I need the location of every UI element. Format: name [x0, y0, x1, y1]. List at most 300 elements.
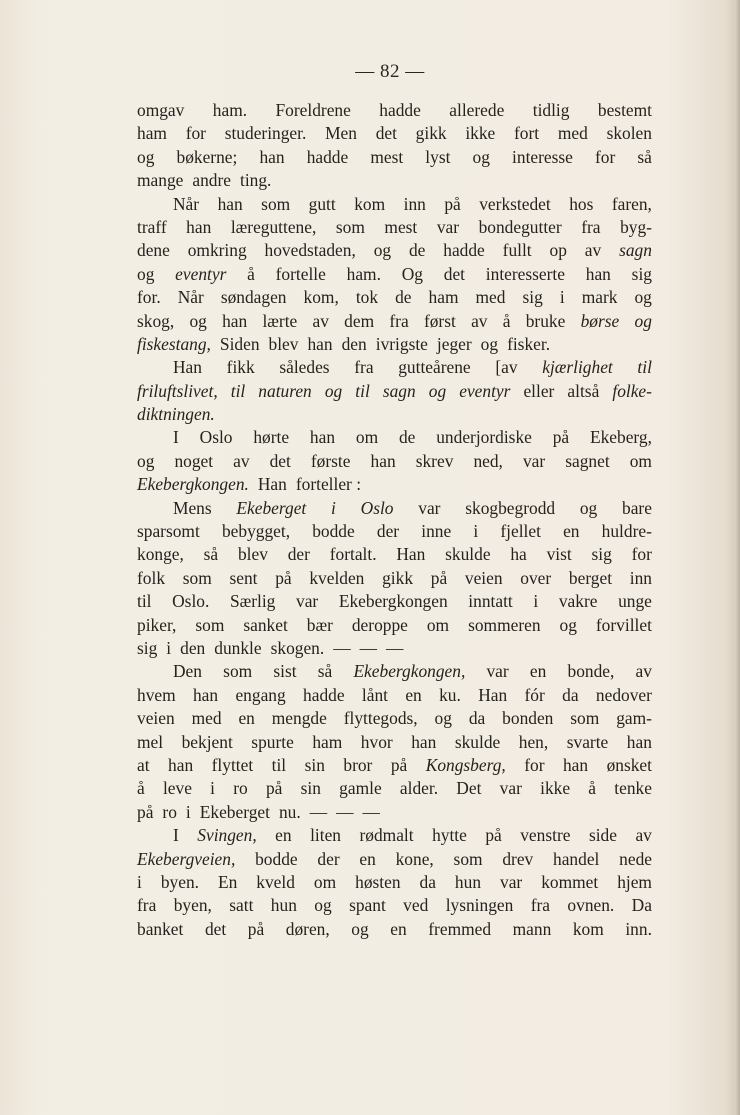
- word: bebygget,: [221, 521, 291, 542]
- word: ikke: [540, 778, 571, 799]
- text-line: [137, 614, 652, 637]
- word: en: [275, 825, 292, 846]
- word: hadde: [306, 146, 349, 167]
- word: sig: [137, 637, 158, 658]
- word: ting.: [239, 170, 272, 191]
- italic-word: eventyr: [175, 263, 227, 284]
- word: gam-: [616, 708, 652, 729]
- word: hytte: [432, 825, 467, 846]
- word: i: [166, 637, 172, 658]
- word: forteller :: [295, 474, 362, 495]
- word: døren,: [285, 918, 330, 939]
- word: fortelle: [275, 263, 326, 284]
- word: handel: [553, 848, 600, 869]
- word: i: [137, 871, 142, 892]
- word: mest: [384, 216, 418, 237]
- italic-word: sagn: [382, 380, 416, 401]
- word: nu.: [278, 801, 301, 822]
- word: hovedstaden,: [264, 240, 356, 261]
- text-line: [137, 286, 652, 309]
- word: sparsomt: [137, 521, 200, 542]
- word: i: [210, 778, 216, 799]
- word: Mens: [173, 497, 212, 518]
- word: gikk: [415, 123, 447, 144]
- word: høsten: [355, 871, 401, 892]
- word: Han: [173, 357, 202, 378]
- word: sent: [229, 567, 258, 588]
- word: å: [137, 778, 145, 799]
- italic-word: naturen: [258, 380, 312, 401]
- word: søndagen: [220, 287, 287, 308]
- text-line: [137, 169, 652, 192]
- text-line: [137, 310, 652, 333]
- word: med: [557, 123, 588, 144]
- text-line: [137, 567, 652, 590]
- word: altså: [567, 380, 600, 401]
- word: som: [261, 193, 291, 214]
- word: som: [335, 216, 365, 237]
- word: og: [189, 310, 207, 331]
- word: spurte: [251, 731, 294, 752]
- word: mann: [512, 918, 552, 939]
- text-line: [137, 918, 652, 941]
- word: på: [552, 427, 570, 448]
- word: mange: [137, 170, 184, 191]
- word: Ekeberget: [199, 801, 270, 822]
- word: lærte: [262, 310, 298, 331]
- word: en: [405, 684, 422, 705]
- word: underjordiske: [436, 427, 532, 448]
- word: hen,: [518, 731, 549, 752]
- text-line: [137, 660, 652, 683]
- word: unge: [618, 591, 652, 612]
- word: hos: [569, 193, 594, 214]
- word: en: [238, 708, 255, 729]
- word: på: [485, 825, 502, 846]
- word: ved: [403, 895, 429, 916]
- word: hvem: [137, 684, 176, 705]
- word: av: [471, 310, 488, 331]
- word: Det: [456, 778, 482, 799]
- italic-word: Oslo: [360, 497, 394, 518]
- word: det: [204, 918, 227, 939]
- word: først: [423, 310, 456, 331]
- text-line: [137, 263, 652, 286]
- word: dem: [344, 310, 375, 331]
- word: hadde: [379, 100, 421, 120]
- text-line: [137, 684, 652, 707]
- word: han: [411, 731, 437, 752]
- word: av: [635, 661, 652, 682]
- word: noget: [174, 450, 214, 471]
- word: inn.: [625, 918, 652, 939]
- word: Når: [173, 193, 200, 214]
- word: mark: [581, 287, 618, 308]
- word: den: [180, 637, 206, 658]
- word: for: [524, 754, 545, 775]
- word: og: [351, 918, 369, 939]
- word: interesserte: [485, 263, 565, 284]
- word: så: [317, 661, 333, 682]
- word: ivrigste: [375, 333, 428, 354]
- word: som: [182, 567, 212, 588]
- word: på: [430, 567, 448, 588]
- word: interesse: [512, 146, 573, 167]
- word: til: [137, 591, 152, 612]
- word: inne: [421, 521, 452, 542]
- italic-word: fiskestang,: [137, 333, 211, 354]
- word: av: [584, 240, 602, 261]
- text-line: [137, 239, 652, 262]
- word: nede: [619, 848, 652, 869]
- text-line: [137, 497, 652, 520]
- text-line: [137, 403, 652, 426]
- word: kom: [572, 918, 604, 939]
- word: liten: [310, 825, 341, 846]
- word: hjem: [617, 871, 652, 892]
- word: med: [191, 708, 222, 729]
- italic-word: diktningen.: [137, 404, 215, 425]
- word: å: [588, 778, 597, 799]
- word: Når: [177, 287, 204, 308]
- word: Oslo: [199, 427, 233, 448]
- word: bror: [343, 754, 373, 775]
- word: som: [570, 708, 600, 729]
- word: bonde,: [567, 661, 615, 682]
- word: sanket: [243, 614, 288, 635]
- page-number: — 82 —: [355, 61, 425, 82]
- word: den: [341, 333, 367, 354]
- italic-word: sagn: [619, 240, 652, 261]
- text-line: [137, 731, 652, 754]
- word: gikk: [382, 567, 414, 588]
- word: bodde: [312, 521, 355, 542]
- word: fremmed: [428, 918, 492, 939]
- body-text: [137, 99, 652, 941]
- text-line: [137, 473, 652, 496]
- word: av: [635, 825, 652, 846]
- word: var: [296, 591, 319, 612]
- word: på: [444, 193, 461, 214]
- word: og: [137, 146, 155, 167]
- word: var: [436, 216, 460, 237]
- word: da: [468, 708, 486, 729]
- text-line: [137, 777, 652, 800]
- word: Ekebergkongen: [338, 591, 448, 612]
- word: —: [309, 801, 328, 822]
- word: de: [408, 240, 426, 261]
- word: veien: [464, 567, 503, 588]
- word: ned,: [473, 450, 503, 471]
- word: byen.: [160, 871, 199, 892]
- word: ku.: [439, 684, 461, 705]
- word: omgav: [137, 100, 185, 120]
- word: omkring: [187, 240, 247, 261]
- text-line: [137, 637, 652, 660]
- word: han: [562, 754, 589, 775]
- text-line: [137, 333, 652, 356]
- word: fór: [524, 684, 545, 705]
- word: og: [434, 708, 452, 729]
- word: berget: [568, 567, 613, 588]
- italic-word: kjærlighet: [542, 357, 613, 378]
- word: faren,: [611, 193, 652, 214]
- word: bær: [306, 614, 333, 635]
- word: og: [137, 263, 155, 284]
- word: ikke: [465, 123, 496, 144]
- word: han: [370, 450, 396, 471]
- word: han: [217, 193, 243, 214]
- word: blev: [268, 333, 299, 354]
- text-line: [137, 426, 652, 449]
- word: om: [313, 871, 337, 892]
- word: tidlig: [532, 100, 570, 120]
- text-line: [137, 848, 652, 871]
- text-line: [137, 590, 652, 613]
- word: kone,: [395, 848, 434, 869]
- word: fra: [354, 357, 374, 378]
- word: han: [307, 333, 333, 354]
- word: fra: [137, 895, 157, 916]
- italic-word: eventyr: [459, 380, 511, 401]
- word: for: [185, 123, 206, 144]
- word: så: [637, 146, 652, 167]
- word: Og: [401, 263, 423, 284]
- word: sagnet: [565, 450, 610, 471]
- word: engang: [235, 684, 286, 705]
- word: fra: [581, 216, 601, 237]
- word: studeringer.: [224, 123, 307, 144]
- text-line: [137, 450, 652, 473]
- text-line: [137, 216, 652, 239]
- word: ham.: [212, 100, 248, 120]
- word: banket: [137, 918, 184, 939]
- word: bruke: [525, 310, 566, 331]
- word: —: [359, 637, 378, 658]
- italic-word: børse: [580, 310, 620, 331]
- word: han: [309, 427, 336, 448]
- word: hun: [270, 895, 297, 916]
- word: for: [595, 146, 616, 167]
- word: fra: [389, 310, 409, 331]
- word: leve: [162, 778, 192, 799]
- word: gutt: [308, 193, 336, 214]
- word: [av: [495, 357, 518, 378]
- word: på: [275, 567, 292, 588]
- word: inntatt: [468, 591, 513, 612]
- word: byg-: [620, 216, 652, 237]
- word: han: [192, 684, 219, 705]
- word: det: [443, 263, 466, 284]
- word: fort: [514, 123, 540, 144]
- italic-word: friluftslivet,: [137, 380, 218, 401]
- word: for.: [137, 287, 161, 308]
- italic-word: Kongsberg,: [425, 754, 506, 775]
- word: til: [271, 754, 287, 775]
- word: sin: [304, 754, 325, 775]
- word: rødmalt: [359, 825, 414, 846]
- word: som: [195, 614, 225, 635]
- word: inn: [403, 193, 426, 214]
- italic-word: til: [355, 380, 370, 401]
- word: var: [500, 871, 523, 892]
- word: —: [333, 637, 351, 658]
- word: gutteårene: [398, 357, 471, 378]
- word: satt: [229, 895, 254, 916]
- word: om: [426, 614, 450, 635]
- word: ro: [162, 801, 177, 822]
- word: bestemt: [597, 100, 652, 120]
- word: venstre: [520, 825, 571, 846]
- word: blev: [237, 544, 268, 565]
- word: på: [265, 778, 283, 799]
- word: I: [173, 427, 179, 448]
- word: var: [522, 450, 546, 471]
- word: —: [362, 801, 380, 822]
- word: fullt: [502, 240, 532, 261]
- text-line: [137, 99, 652, 122]
- word: å: [502, 310, 511, 331]
- word: i: [473, 521, 479, 542]
- word: folk: [137, 567, 166, 588]
- italic-word: Ekebergveien,: [137, 848, 236, 869]
- text-line: [137, 824, 652, 847]
- word: bodde: [255, 848, 298, 869]
- word: å: [247, 263, 255, 284]
- text-line: [137, 871, 652, 894]
- italic-word: i: [331, 497, 336, 518]
- word: således: [279, 357, 330, 378]
- italic-word: Svingen,: [197, 825, 257, 846]
- word: fortalt.: [329, 544, 377, 565]
- word: skrev: [415, 450, 454, 471]
- word: og: [480, 333, 499, 354]
- word: hun: [454, 871, 482, 892]
- word: tenke: [614, 778, 652, 799]
- word: mengde: [271, 708, 327, 729]
- word: han: [222, 310, 248, 331]
- word: verkstedet: [479, 193, 551, 214]
- word: sig: [591, 544, 612, 565]
- text-line: [137, 754, 652, 777]
- word: fisker.: [507, 333, 551, 354]
- text-line: [137, 520, 652, 543]
- word: eller: [523, 380, 555, 401]
- text-line: [137, 801, 652, 824]
- word: første: [310, 450, 351, 471]
- word: og: [579, 497, 598, 518]
- word: det: [269, 450, 291, 471]
- word: at: [137, 754, 150, 775]
- word: skolen: [606, 123, 652, 144]
- word: fjellet: [500, 521, 541, 542]
- word: kom,: [303, 287, 339, 308]
- word: I: [173, 825, 179, 846]
- word: nedover: [595, 684, 652, 705]
- word: byen,: [173, 895, 212, 916]
- word: konge,: [137, 544, 184, 565]
- word: traff: [137, 216, 167, 237]
- word: kveld: [256, 871, 295, 892]
- word: på: [247, 918, 265, 939]
- word: han: [585, 263, 611, 284]
- word: Men: [325, 123, 357, 144]
- word: deroppe: [351, 614, 408, 635]
- word: ham: [312, 731, 343, 752]
- word: det: [375, 123, 397, 144]
- word: bonden: [502, 708, 554, 729]
- italic-word: Ekeberget: [236, 497, 307, 518]
- word: skog,: [137, 310, 175, 331]
- word: han: [626, 731, 652, 752]
- word: han: [168, 754, 194, 775]
- word: lyst: [425, 146, 451, 167]
- word: bekjent: [181, 731, 233, 752]
- word: bondegutter: [478, 216, 562, 237]
- word: ham: [428, 287, 459, 308]
- text-line: [137, 122, 652, 145]
- word: og: [314, 895, 332, 916]
- text-line: [137, 193, 652, 216]
- word: sin: [300, 778, 321, 799]
- italic-word: og: [324, 380, 343, 401]
- word: med: [475, 287, 506, 308]
- italic-word: og: [428, 380, 447, 401]
- word: inn: [629, 567, 652, 588]
- italic-word: Ekebergkongen,: [353, 661, 466, 682]
- word: han: [259, 146, 285, 167]
- word: flyttegods,: [343, 708, 418, 729]
- word: sig: [631, 263, 652, 284]
- word: for: [631, 544, 652, 565]
- word: mest: [370, 146, 404, 167]
- word: sommeren: [468, 614, 541, 635]
- word: ha: [510, 544, 527, 565]
- word: om: [629, 450, 652, 471]
- word: —: [336, 801, 354, 822]
- word: i: [185, 801, 191, 822]
- text-line: [137, 543, 652, 566]
- word: sist: [273, 661, 297, 682]
- word: hvor: [360, 731, 393, 752]
- word: Særlig: [229, 591, 276, 612]
- word: Foreldrene: [275, 100, 351, 120]
- word: hadde: [303, 684, 345, 705]
- word: Da: [631, 895, 652, 916]
- word: ham.: [346, 263, 381, 284]
- word: Han: [257, 474, 287, 495]
- word: han: [186, 216, 212, 237]
- word: så: [203, 544, 219, 565]
- word: bøkerne;: [176, 146, 238, 167]
- word: gamle: [339, 778, 382, 799]
- word: drev: [502, 848, 534, 869]
- page-edge-shadow: [735, 0, 740, 1115]
- word: op: [549, 240, 567, 261]
- italic-word: til: [637, 357, 652, 378]
- text-line: [137, 146, 652, 169]
- word: på: [137, 801, 154, 822]
- word: av: [233, 450, 250, 471]
- word: Oslo.: [172, 591, 210, 612]
- word: allerede: [449, 100, 505, 120]
- italic-word: Ekebergkongen.: [137, 474, 249, 495]
- word: på: [390, 754, 408, 775]
- word: læreguttene,: [230, 216, 317, 237]
- word: av: [312, 310, 329, 331]
- word: som: [453, 848, 483, 869]
- word: der: [317, 848, 340, 869]
